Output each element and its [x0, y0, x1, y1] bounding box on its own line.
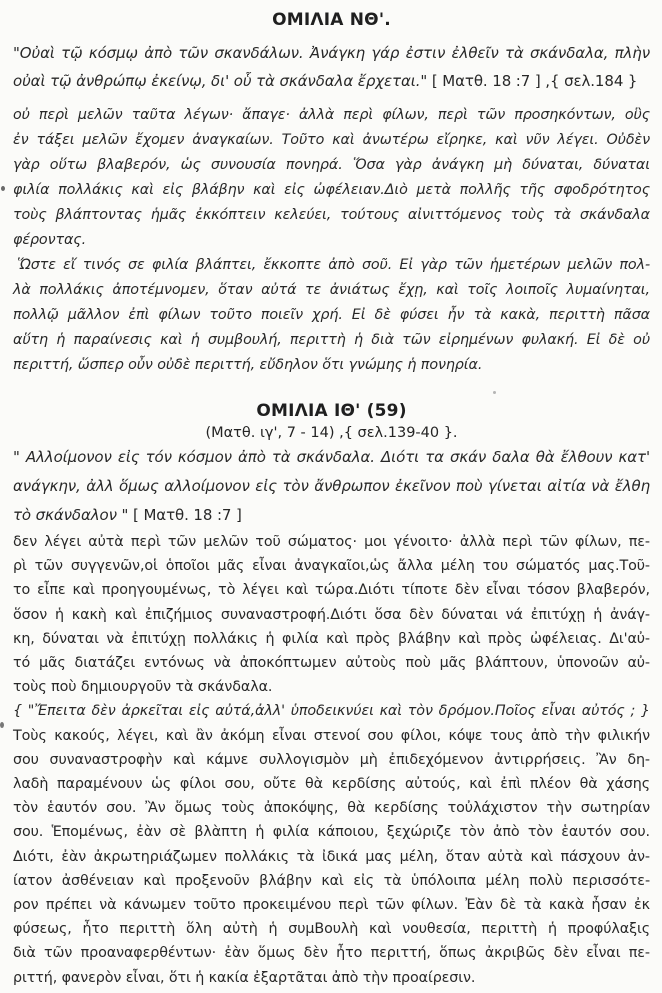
scripture-reference: [ Ματθ. 18 :7 ] ,{ σελ.184 } [427, 72, 638, 90]
homily1-title: ΟΜΙΛΙΑ ΝΘ'. [272, 10, 391, 30]
text-line: λαδὴ παραμένουν ὡς φίλοι σου, οὔτε θὰ κερδίσης αὐτούς, καὶ ἐπὶ πλέον θὰ χάσης [13, 776, 650, 793]
text-line [13, 501, 650, 530]
text-line: περιττή, ὥσπερ οὖν οὐδὲ περιττή, εὔδηλον ὅτι γνώμης ἡ πονηρία. [13, 357, 483, 373]
scan-speck [493, 391, 496, 394]
text-line: ίατον ἀσθένειαν καὶ προξενοῦν βλάβην καὶ εἰς τὰ ὑπόλοιπα μέλη πολὺ περισσότε- [13, 872, 650, 889]
text-line: πολλῷ μᾶλλον ἐπὶ φίλων τοῦτο ποιεῖν χρή. Εἰ δὲ φύσει ἦν τὰ κακὰ, περιττὴ πᾶσα [13, 307, 650, 323]
text-line: Διότι, ἐὰν ἀκρωτηριάζωμεν πολλάκις τὰ ἰδικά μας μέλη, ὅταν αὐτὰ καὶ πάσχουν ἀν- [13, 848, 650, 865]
text-line: φύσεως, ἦτο περιττὴ ὅλη αὐτὴ ἡ συμΒουλὴ καὶ νουθεσία, περιττὴ ἡ προφύλαξις [13, 921, 650, 938]
text-line: Ὥστε εἴ τινός σε φιλία βλάπτει, ἔκκοπτε ἀπὸ σοῦ. Εἰ γὰρ τῶν ἡμετέρων μελῶν πολ- [17, 257, 650, 273]
text-line: το εἶπε καὶ προηγουμένως, τὸ λέγει καὶ τώρα.Διότι τίποτε δὲν εἶναι τόσον βλαβερόν, [13, 582, 650, 599]
text-line: τὸν ἑαυτόν σου. Ἂν ὅμως τοὺς ἀποκόψης, θὰ κερδίσης τοὐλάχιστον τὴν σωτηρίαν [13, 800, 650, 817]
text-line [13, 443, 650, 472]
scripture-reference: [ Ματθ. 18 :7 ] [128, 506, 242, 524]
scan-speck [0, 722, 4, 728]
text-line: τό μᾶς διατάζει εντόνως νὰ ἀποκόπτωμεν αὐτοὺς ποὺ μᾶς βλάπτουν, ὑπονοῶν αὐ- [13, 655, 650, 672]
homily2-title: ΟΜΙΛΙΑ ΙΘ' (59) [256, 401, 407, 421]
text-line [13, 472, 650, 501]
homily2-subtitle: (Ματθ. ιγ', 7 - 14) ,{ σελ.139-40 }. [205, 425, 458, 441]
quote-text: " Αλλοίμονον εἰς τόν κόσμον ἀπὸ τὰ σκάνδαλα. Διότι τα σκάν δαλα θὰ ἔλθουν κατ' [13, 448, 650, 466]
text-line: δεν λέγει αὐτὰ περὶ τῶν μελῶν τοῦ σώματος· μοι γένοιτο· ἀλλὰ περὶ τῶν φίλων, πε- [13, 534, 650, 550]
text-line [13, 39, 650, 67]
homily2-body-part2 [13, 724, 650, 990]
text-line: κη, δύναται νὰ ἐπιτύχῃ πολλάκις ἡ φιλία καὶ πρὸς βλάβην καὶ πρὸς ὠφέλειας. Δι'αὐ- [13, 630, 650, 647]
text-line: ὅσον ἡ κακὴ καὶ ἐπιζήμιος συναναστροφή.Διότι ὅσα δὲν δύναται νά ἐπιτύχῃ ἡ ἀνάγ- [13, 606, 650, 623]
text-line: γὰρ οὕτω βλαβερόν, ὡς συνουσία πονηρά. Ὅσα γὰρ ἀνάγκη μὴ δύναται, δύναται [13, 157, 650, 173]
homily2-scripture-quote [13, 443, 650, 530]
homily2-bracket-note: { "Ἔπειτα δὲν ἀρκεῖται εἰς αὐτά,ἀλλ' ὑποδεικνύει καὶ τὸν δρόμον.Ποῖος εἶναι αὐτός ; } [13, 703, 650, 720]
homily2-body-part1 [13, 530, 650, 699]
text-line: διὰ τῶν προαναφερθέντων· ἐὰν ὅμως δὲν ἦτο περιττή, ὅπως ἀκριβῶς δὲν εἶναι πε- [13, 945, 650, 962]
text-line: τοὺς βλάπτοντας ἡμᾶς ἐκκόπτειν κελεύει, τούτους αἰνιττόμενος τοὺς τὰ σκάνδαλα [13, 207, 650, 223]
quote-text: οὐαὶ τῷ ἀνθρώπῳ ἐκείνῳ, δι' οὗ τὰ σκάνδαλα ἔρχεται." [13, 72, 428, 90]
text-line: ριττή, φανερὸν εἶναι, ὅτι ἡ κακία ἐξαρτᾶται ἀπὸ τὴν προαίρεσιν. [13, 969, 476, 986]
text-line: αὕτη ἡ παραίνεσις καὶ ἡ συμβουλή, περιττὴ ἡ διὰ τῶν εἰρημένων φυλακή. Εἰ δὲ οὐ [13, 332, 650, 348]
scan-speck [1, 186, 5, 191]
text-line: τοὺς ποὺ δημιουργοῦν τὰ σκάνδαλα. [13, 679, 273, 696]
quote-text: "Οὐαὶ τῷ κόσμῳ ἀπὸ τῶν σκανδάλων. Ἀνάγκη γάρ ἐστιν ἐλθεῖν τὰ σκάνδαλα, πλὴν [13, 44, 650, 62]
text-line: φέροντας. [13, 232, 87, 248]
homily1-scripture-quote [13, 39, 650, 95]
text-line: σου. Ἑπομένως, ἐὰν σὲ βλὰπτη ἡ φιλία κάποιου, ξεχώριζε τὸν ἀπὸ τὸν ἑαυτόν σου. [13, 824, 650, 841]
text-line: σου συναναστροφὴν καὶ κάμνε συλλογισμὸν μὴ ἐπιδεχόμενον ἀντιρρήσεις. Ἂν δη- [13, 751, 650, 768]
homily1-body-text [13, 103, 650, 378]
text-line [13, 67, 650, 95]
text-line: λὰ πολλάκις ἀποτέμνομεν, ὅταν αὐτά τε ἀνιάτως ἔχῃ, καὶ τοῖς λοιποῖς λυμαίνηται, [13, 282, 650, 298]
text-line: οὐ περὶ μελῶν ταῦτα λέγων· ἄπαγε· ἀλλὰ περὶ φίλων, περὶ τῶν προσηκόντων, οὓς [13, 107, 650, 123]
text-line: ρὶ τῶν συγγενῶν,οἱ ὁποῖοι μᾶς εἶναι ἀναγκαῖοι,ὡς ἄλλα μέλη του σώματός μας.Τοῦ- [13, 558, 650, 575]
quote-text: τὸ σκάνδαλον " [13, 506, 129, 524]
text-line: φιλία πολλάκις καὶ εἰς βλάβην καὶ εἰς ὠφέλειαν.Διὸ μετὰ πολλῆς τῆς σφοδρότητος [13, 182, 650, 198]
text-line: ἐν τάξει μελῶν ἔχομεν ἀναγκαίων. Τοῦτο καὶ ἀνωτέρω εἴρηκε, καὶ νῦν λέγει. Οὐδὲν [13, 132, 650, 148]
text-line: ρον πρέπει νὰ κάνωμεν τοῦτο προκειμένου περὶ τῶν φίλων. Ἐὰν δὲ τὰ κακὰ ἦσαν ἐκ [13, 897, 650, 914]
text-line: Τοὺς κακούς, λέγει, καὶ ἂν ἀκόμη εἶναι στενοί σου φίλοι, κόψε τους ἀπὸ τὴν φιλικήν [13, 727, 650, 744]
quote-text: ανάγκην, ἀλλ ὅμως αλλοίμονον εἰς τὸν ἄνθρωπον ἐκεῖνον ποὺ γίνεται αἰτία νὰ ἔλθη [13, 477, 650, 495]
